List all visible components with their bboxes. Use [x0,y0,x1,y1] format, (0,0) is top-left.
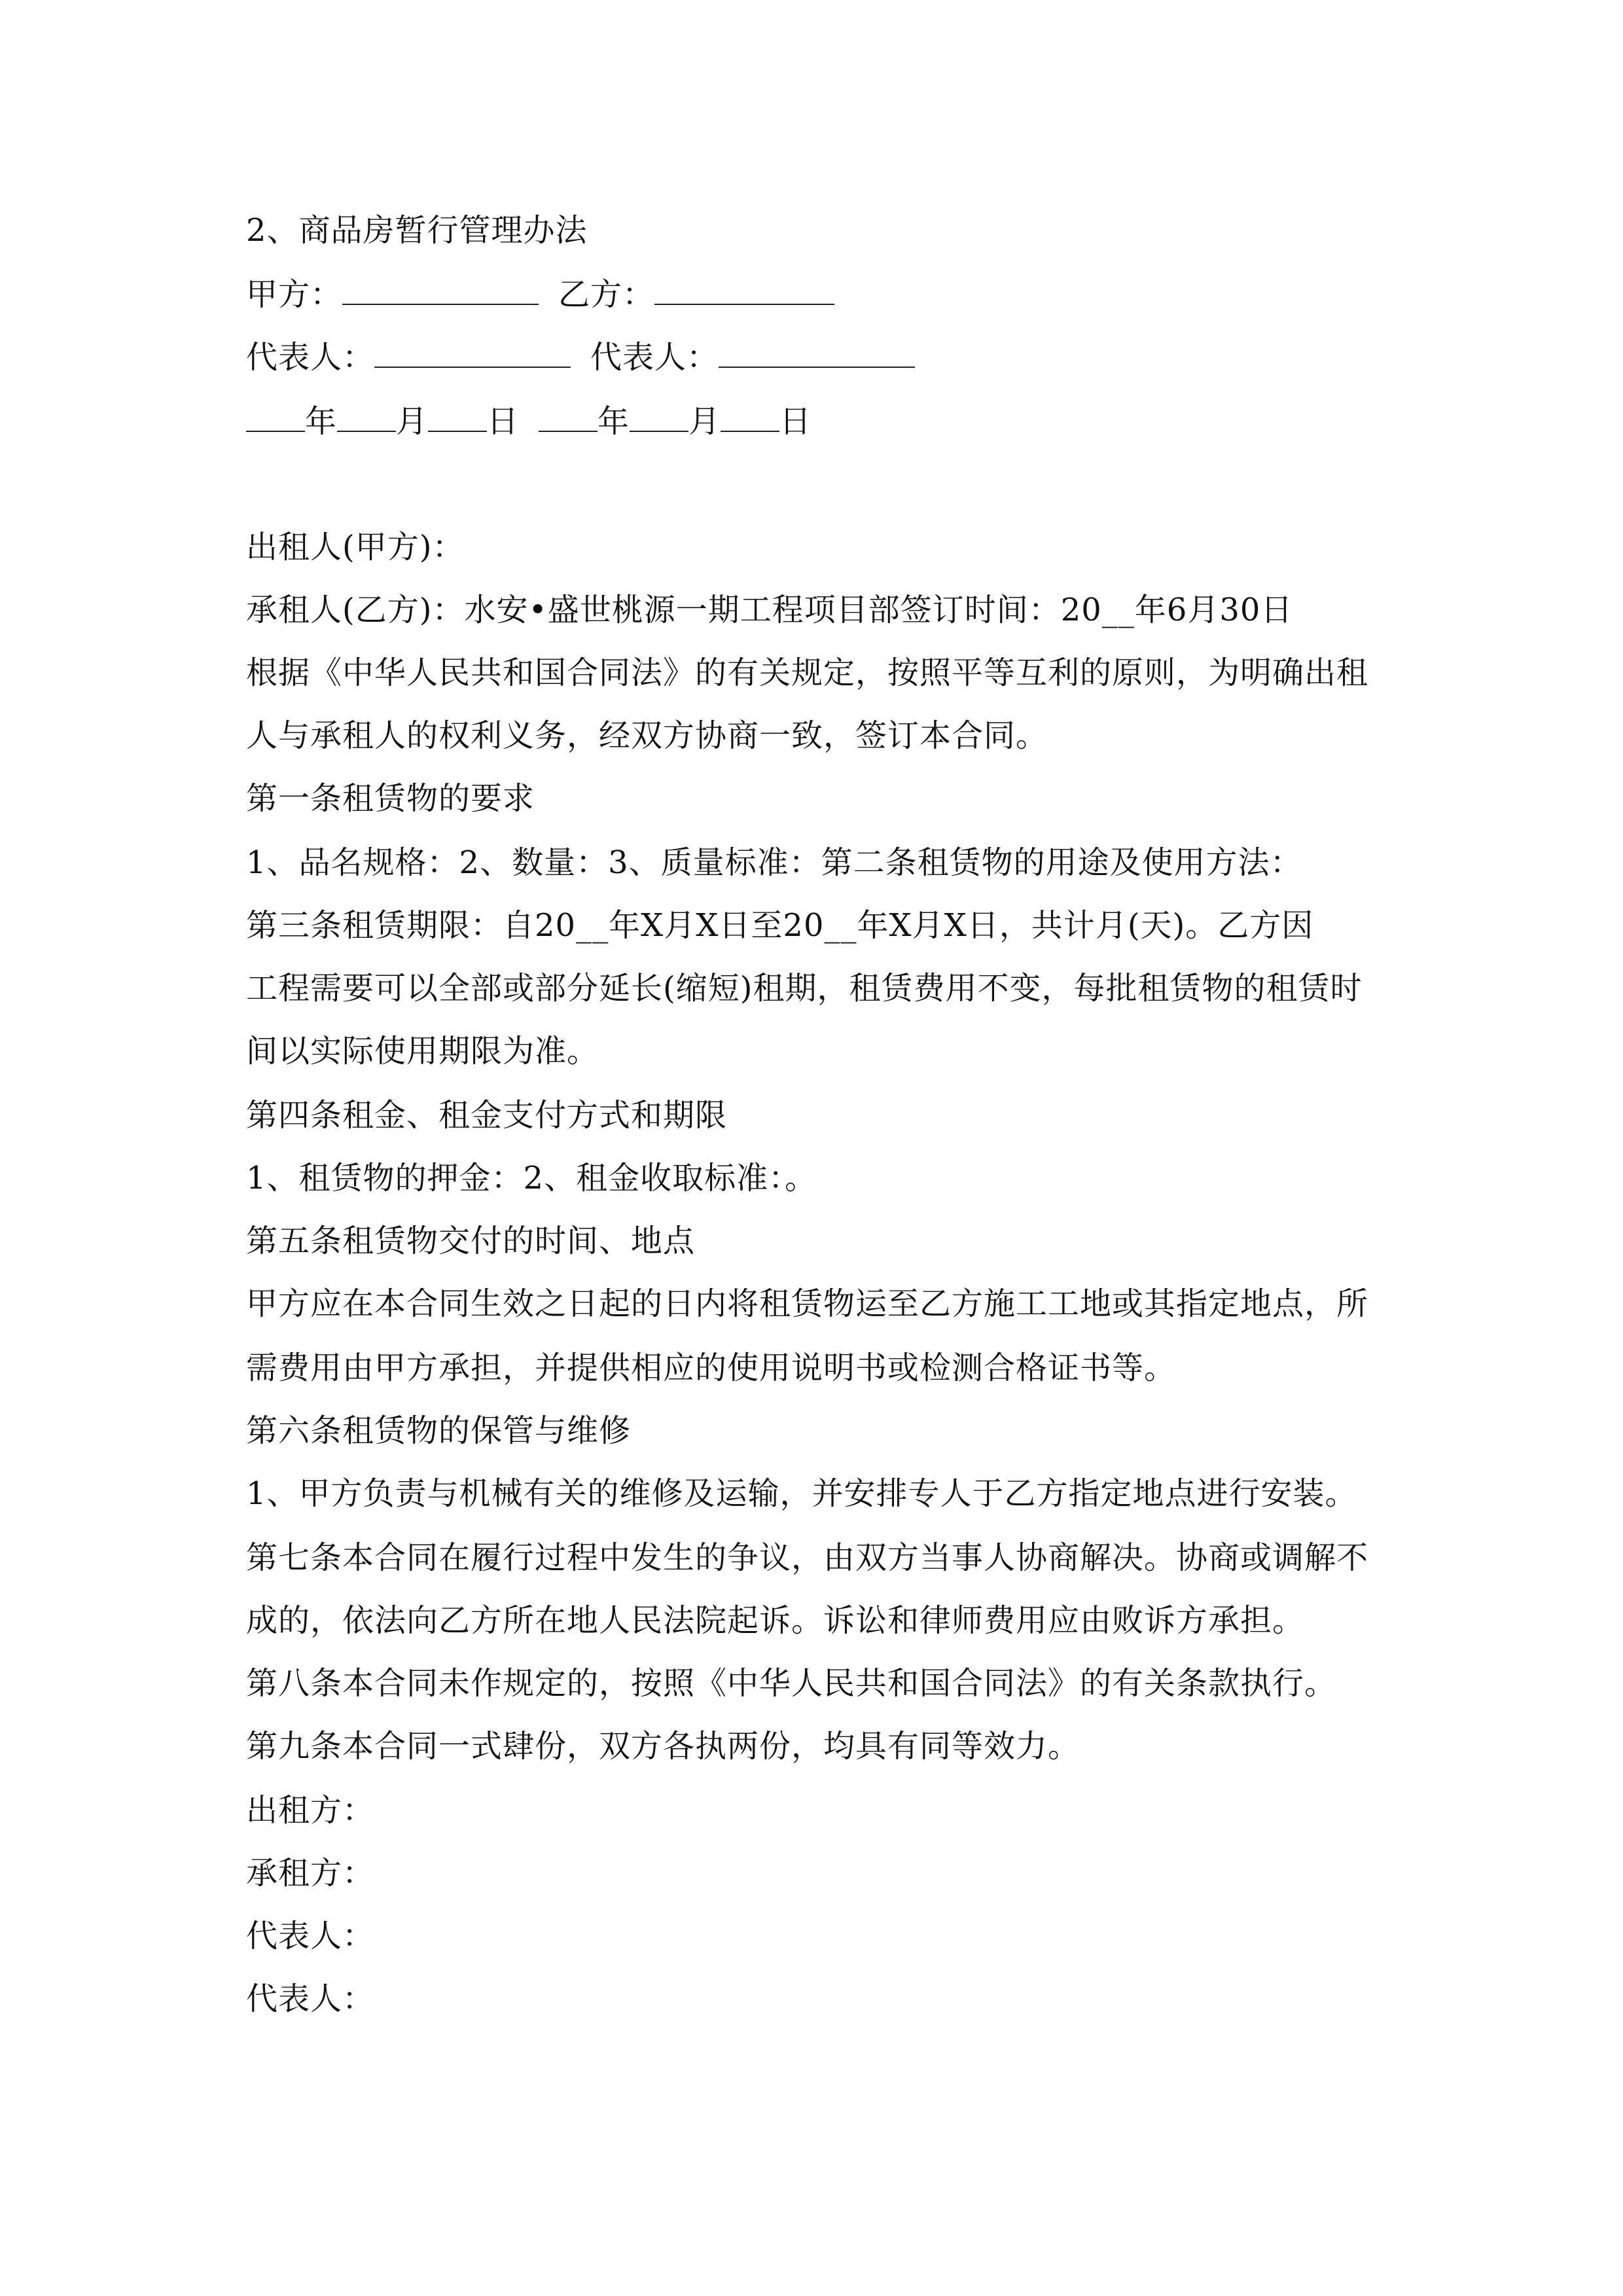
signature-lessor: 出租方： [246,1792,375,1829]
month-b-label: 月 [688,403,721,440]
year-b-label: 年 [597,403,630,440]
article-7-line-2: 成的，依法向乙方所在地人民法院起诉。诉讼和律师费用应由败诉方承担。 [246,1602,1305,1639]
year-a-blank [246,402,305,432]
article-7-line-1: 第七条本合同在履行过程中发生的争议，由双方当事人协商解决。协商或调解不 [246,1539,1369,1576]
article-9: 第九条本合同一式肆份，双方各执两份，均具有同等效力。 [246,1728,1080,1765]
rep-b-blank [719,338,915,368]
preamble-line-1: 根据《中华人民共和国合同法》的有关规定，按照平等互利的原则，为明确出租 [246,655,1369,691]
date-line [246,402,1398,441]
month-a-blank [337,402,396,432]
day-a-label: 日 [487,403,520,440]
article-1-title: 第一条租赁物的要求 [246,780,535,817]
signature-representative-2: 代表人： [246,1981,375,2017]
preamble-line-2: 人与承租人的权利义务，经双方协商一致，签订本合同。 [246,717,1048,754]
lessor-line: 出租人(甲方)： [246,529,465,565]
rep-a-label: 代表人： [246,339,375,376]
article-6-title: 第六条租赁物的保管与维修 [246,1412,632,1449]
article-3-line-1: 第三条租赁期限：自20__年X月X日至20__年X月X日，共计月(天)。乙方因 [246,907,1314,944]
year-a-label: 年 [305,403,338,440]
rep-b-label: 代表人： [590,339,719,376]
month-b-blank [630,402,688,432]
rep-a-blank [374,338,571,368]
day-b-label: 日 [779,403,812,440]
signature-representative-1: 代表人： [246,1918,375,1954]
party-line [246,275,1398,314]
article-6-body: 1、甲方负责与机械有关的维修及运输，并安排专人于乙方指定地点进行安装。 [246,1475,1357,1512]
party-b-label: 乙方： [558,276,655,313]
article-3-line-2: 工程需要可以全部或部分延长(缩短)租期，租赁费用不变，每批租赁物的租赁时 [246,970,1363,1007]
signature-lessee: 承租方： [246,1855,375,1892]
item-2-title: 2、商品房暂行管理办法 [246,212,588,249]
day-b-blank [721,402,779,432]
article-1-body: 1、品名规格：2、数量：3、质量标准：第二条租赁物的用途及使用方法： [246,844,1302,881]
party-a-label: 甲方： [246,276,343,313]
article-5-line-1: 甲方应在本合同生效之日起的日内将租赁物运至乙方施工工地或其指定地点，所 [246,1285,1369,1322]
article-3-line-3: 间以实际使用期限为准。 [246,1033,599,1069]
article-5-title: 第五条租赁物交付的时间、地点 [246,1223,696,1259]
article-4-title: 第四条租金、租金支付方式和期限 [246,1097,728,1134]
day-a-blank [428,402,487,432]
lessee-line: 承租人(乙方)：水安•盛世桃源一期工程项目部签订时间：20__年6月30日 [246,592,1293,628]
party-b-blank [654,275,834,305]
representative-line [246,338,1398,377]
article-4-body: 1、租赁物的押金：2、租金收取标准：。 [246,1160,817,1196]
year-b-blank [539,402,597,432]
party-a-blank [342,275,539,305]
month-a-label: 月 [396,403,429,440]
article-5-line-2: 需费用由甲方承担，并提供相应的使用说明书或检测合格证书等。 [246,1350,1177,1386]
article-8: 第八条本合同未作规定的，按照《中华人民共和国合同法》的有关条款执行。 [246,1665,1337,1702]
